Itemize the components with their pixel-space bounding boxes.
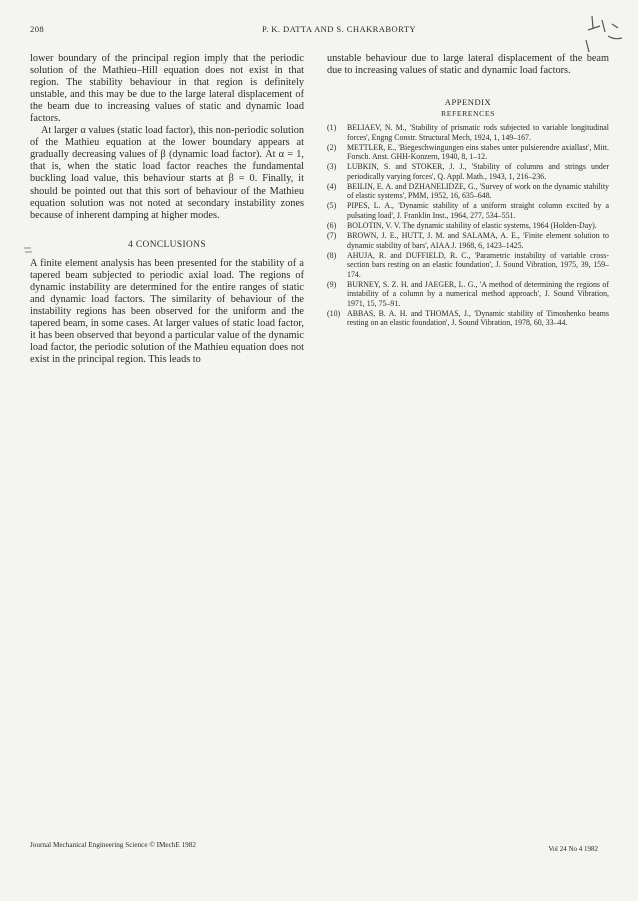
reference-text: ABBAS, B. A. H. and THOMAS, J., 'Dynamic stability of Timoshenko beams resting on an elastic foundation', J. Sound Vibration, 1978, 60, 33–44. bbox=[347, 308, 609, 328]
reference-number: (9) bbox=[327, 279, 337, 289]
reference-text: BEILIN, E. A. and DZHANELIDZE, G., 'Survey of work on the dynamic stability of elastic systems', PMM, 1952, 16, 635–648. bbox=[347, 181, 609, 201]
reference-item bbox=[327, 143, 609, 162]
reference-item bbox=[327, 309, 609, 328]
reference-number: (3) bbox=[327, 162, 337, 172]
reference-item bbox=[327, 251, 609, 280]
reference-item bbox=[327, 201, 609, 220]
page-number: 208 bbox=[30, 24, 45, 34]
reference-text: BURNEY, S. Z. H. and JAEGER, L. G., 'A method of determining the regions of instability of a column by a numerical method approach', J. Sound Vibration, 1971, 15, 75–91. bbox=[347, 279, 609, 308]
reference-text: BROWN, J. E., HUTT, J. M. and SALAMA, A. E., 'Finite element solution to dynamic stability of bars', AIAA J. 1968, 6, 1423–1425. bbox=[347, 231, 609, 250]
corner-mark-icon bbox=[578, 14, 624, 54]
margin-mark-icon bbox=[23, 246, 33, 254]
reference-text: BOLOTIN, V. V. The dynamic stability of elastic systems, 1964 (Holden-Day). bbox=[347, 221, 597, 231]
references-heading: REFERENCES bbox=[441, 109, 495, 119]
reference-number: (1) bbox=[327, 123, 337, 133]
volume-footer: Vol 24 No 4 1982 bbox=[548, 845, 598, 853]
section-heading: 4 CONCLUSIONS bbox=[128, 239, 206, 250]
reference-number: (10) bbox=[327, 308, 341, 318]
right-column bbox=[327, 53, 609, 329]
left-column bbox=[30, 53, 304, 366]
reference-item bbox=[327, 231, 609, 250]
reference-text: METTLER, E., 'Biegeschwingungen eins stabes unter pulsierendre axiallast', Mitt. Forsch. Anst. GHH-Konzern, 1940, 8, 1–12. bbox=[347, 142, 609, 162]
reference-number: (5) bbox=[327, 201, 337, 211]
reference-item bbox=[327, 162, 609, 181]
reference-text: BELIAEV, N. M., 'Stability of prismatic rods subjected to variable longitudinal forces', Engng Constr. Structural Mech, 1924, 1, 149–167. bbox=[347, 123, 609, 142]
continuation-paragraph: unstable behaviour due to large lateral displacement of the beam due to increasing values of static and dynamic load factors. bbox=[327, 53, 609, 77]
body-paragraph: lower boundary of the principal region imply that the periodic solution of the Mathieu–Hill equation does not exist in that region. The stability behaviour in that region is definitely unstable, and this may be due to the large lateral displacement of the beam due to increasing values of static and dynamic load factors. bbox=[30, 53, 304, 125]
reference-number: (8) bbox=[327, 250, 337, 260]
page-header bbox=[30, 24, 608, 38]
body-paragraph: At larger α values (static load factor), this non-periodic solution of the Mathieu equation at the lower boundary appears at gradually decreasing values of β (dynamic load factor). At α = 1, that is, when the static load factor reaches the fundamental buckling load value, this behaviour starts at β = 0. Finally, it should be pointed out that this sort of behaviour of the Mathieu equation solution was not noted at secondary instability zones because of inherent damping at higher modes. bbox=[30, 125, 304, 221]
reference-number: (4) bbox=[327, 181, 337, 191]
journal-footer: Journal Mechanical Engineering Science © IMechE 1982 bbox=[30, 841, 196, 849]
running-head: P. K. DATTA AND S. CHAKRABORTY bbox=[261, 24, 417, 34]
reference-text: AHUJA, R. and DUFFIELD, R. C., 'Parametric instability of variable cross-section bars resting on an elastic foundation', J. Sound Vibration, 1975, 39, 159–174. bbox=[347, 250, 609, 279]
reference-number: (6) bbox=[327, 221, 337, 231]
conclusion-paragraph: A finite element analysis has been presented for the stability of a tapered beam subjected to periodic axial load. The regions of dynamic instability are determined for the entire ranges of static and dynamic load factors. The similarity of behaviour of the instability regions has been observed for the uniform and the tapered beam, in some cases. At larger values of static load factor, it has been observed that beyond a particular value of the dynamic load factor, the periodic solution of the Mathieu equation does not exist in the principal region. This leads to bbox=[30, 257, 304, 366]
reference-list bbox=[327, 123, 609, 328]
reference-item bbox=[327, 280, 609, 309]
reference-text: PIPES, L. A., 'Dynamic stability of a uniform straight column excited by a pulsating load', J. Franklin Inst., 1964, 277, 534–551. bbox=[347, 201, 609, 220]
reference-item bbox=[327, 182, 609, 201]
reference-number: (7) bbox=[327, 231, 337, 241]
appendix-heading: APPENDIX bbox=[444, 97, 492, 108]
reference-item bbox=[327, 123, 609, 142]
reference-number: (2) bbox=[327, 142, 337, 152]
reference-text: LUBKIN, S. and STOKER, J. J., 'Stability of columns and strings under periodically varying forces', Q. Appl. Math., 1943, 1, 216–236. bbox=[347, 162, 609, 181]
reference-item bbox=[327, 221, 609, 231]
